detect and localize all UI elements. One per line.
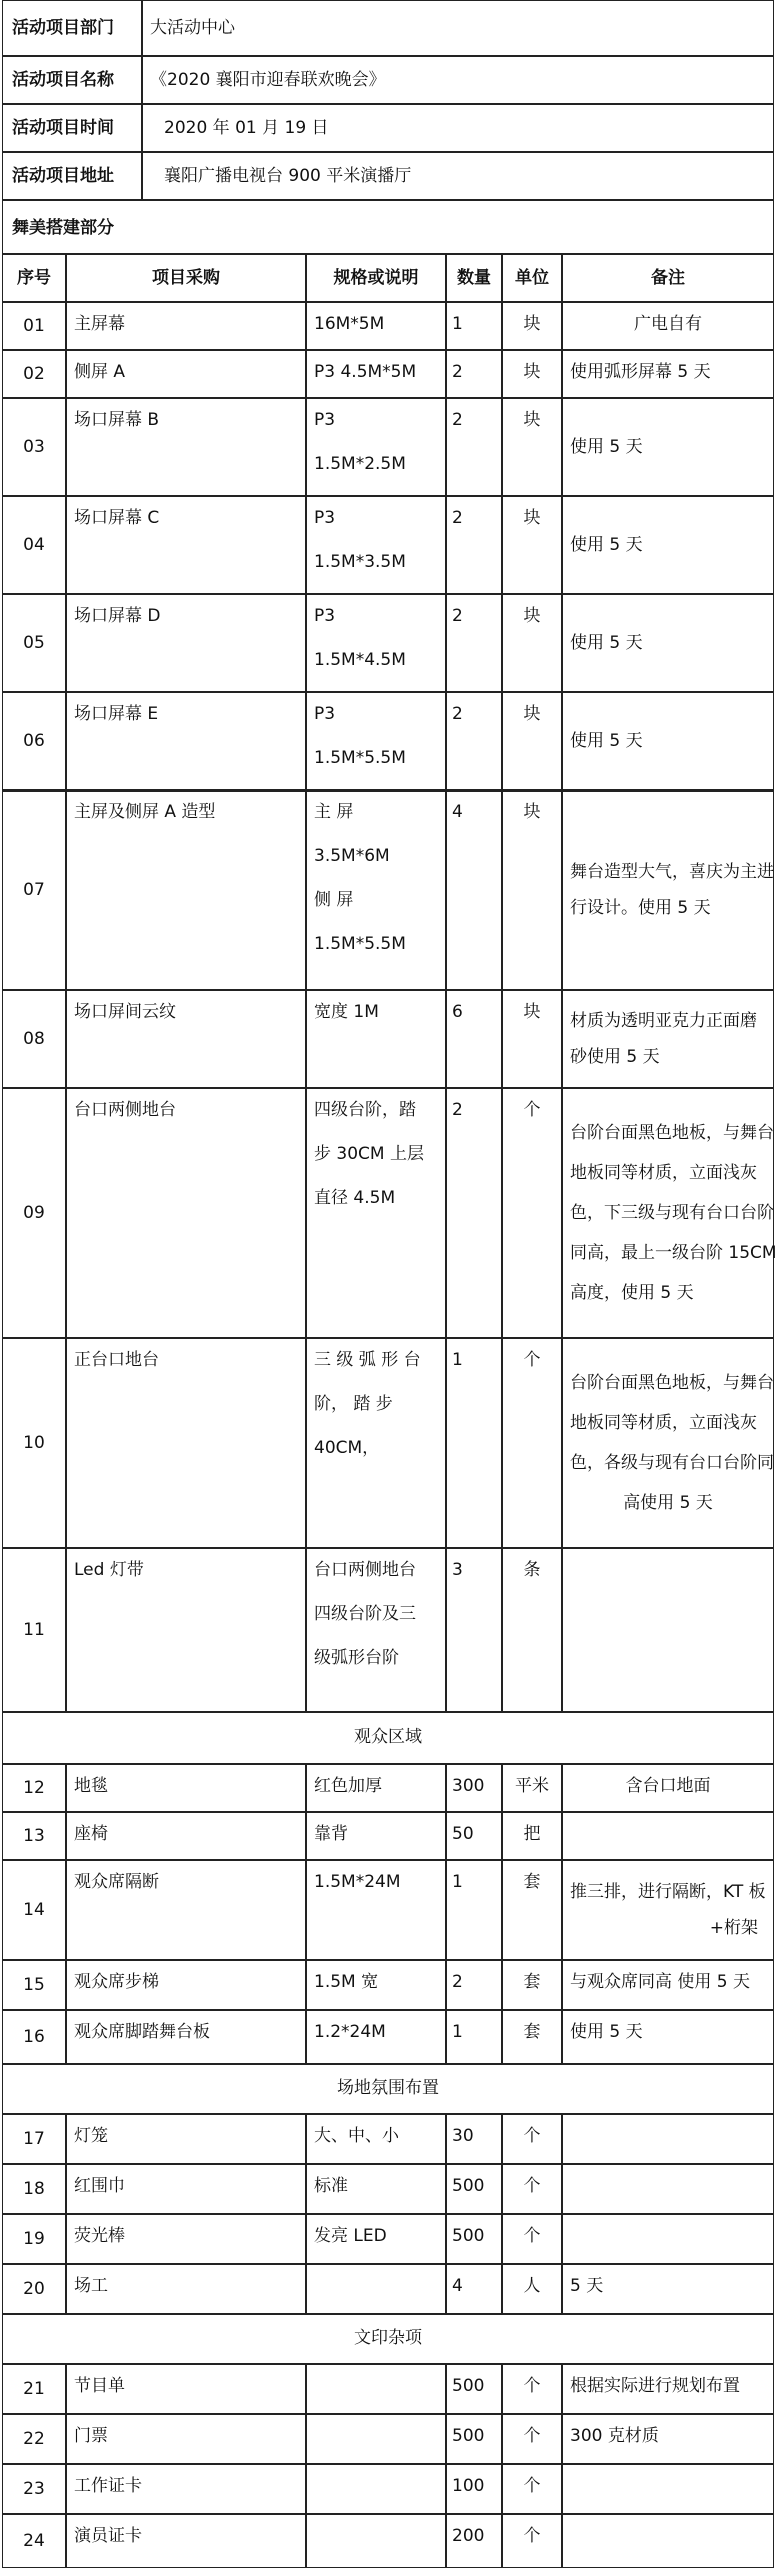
row-note: 使用 5 天 (570, 731, 643, 751)
row-qty: 2 (452, 410, 463, 430)
row-qty: 50 (452, 1824, 474, 1844)
row-note: 5 天 (570, 2276, 604, 2296)
row-unit: 块 (523, 704, 541, 724)
row-note: 行设计。使用 5 天 (570, 898, 711, 918)
row-spec: 40CM， (314, 1438, 380, 1458)
row-number: 08 (23, 1029, 45, 1049)
row-unit: 套 (523, 1972, 541, 1992)
row-item: 工作证卡 (74, 2476, 142, 2496)
row-spec: 步 30CM 上层 (314, 1144, 424, 1164)
row-spec: 红色加厚 (314, 1776, 382, 1796)
row-number: 01 (23, 316, 45, 336)
info-value: 《2020 襄阳市迎春联欢晚会》 (150, 70, 386, 90)
row-spec: 三 级 弧 形 台 (314, 1350, 421, 1370)
row-unit: 个 (523, 1350, 541, 1370)
row-spec: 发亮 LED (314, 2226, 387, 2246)
row-spec: 大、中、小 (314, 2126, 399, 2146)
row-note: 同高，最上一级台阶 15CM (570, 1243, 777, 1263)
row-item: 场口屏幕 E (74, 704, 159, 724)
table-row-cell (306, 2264, 446, 2314)
row-note: 地板同等材质，立面浅灰 (570, 1163, 757, 1183)
section-title-row (2, 200, 774, 254)
row-qty: 4 (452, 802, 463, 822)
row-spec: 四级台阶，踏 (314, 1100, 416, 1120)
table-row-cell (562, 990, 774, 1088)
row-spec: P3 (314, 606, 336, 626)
row-unit: 个 (523, 2176, 541, 2196)
row-item: 地毯 (74, 1776, 108, 1796)
table-row-cell (562, 1338, 774, 1548)
row-spec: P3 (314, 410, 336, 430)
row-note: 推三排，进行隔断，KT 板 (570, 1882, 766, 1902)
row-separator (2, 789, 774, 792)
row-unit: 块 (523, 508, 541, 528)
row-item: 荧光棒 (74, 2226, 125, 2246)
row-note: 地板同等材质，立面浅灰 (570, 1413, 757, 1433)
row-spec: 阶， 踏 步 (314, 1394, 393, 1414)
row-note: 与观众席同高 使用 5 天 (570, 1972, 751, 1992)
row-item: 演员证卡 (74, 2526, 142, 2546)
info-value-cell (142, 0, 774, 56)
info-value: 大活动中心 (150, 18, 235, 38)
row-spec: 侧 屏 (314, 890, 354, 910)
row-qty: 2 (452, 1100, 463, 1120)
info-value: 襄阳广播电视台 900 平米演播厅 (164, 166, 412, 186)
row-unit: 个 (523, 2476, 541, 2496)
info-value: 2020 年 01 月 19 日 (164, 118, 329, 138)
row-number: 07 (23, 880, 45, 900)
row-spec: 主 屏 (314, 802, 354, 822)
row-spec: 1.5M*24M (314, 1872, 401, 1892)
table-row-cell (562, 1812, 774, 1860)
row-number: 13 (23, 1826, 45, 1846)
row-note: 色，下三级与现有台口台阶 (570, 1203, 774, 1223)
row-item: 场口屏幕 D (74, 606, 161, 626)
row-qty: 1 (452, 2022, 463, 2042)
row-item: 主屏幕 (74, 314, 125, 334)
row-spec: 靠背 (314, 1824, 348, 1844)
row-item: Led 灯带 (74, 1560, 144, 1580)
row-number: 04 (23, 535, 45, 555)
row-spec: P3 (314, 704, 336, 724)
row-qty: 2 (452, 704, 463, 724)
row-note: 材质为透明亚克力正面磨 (570, 1011, 757, 1031)
row-unit: 个 (523, 2226, 541, 2246)
table-row-cell (306, 2514, 446, 2568)
column-header: 数量 (457, 268, 491, 288)
row-note: 舞台造型大气，喜庆为主进 (570, 862, 774, 882)
table-row-cell (562, 2114, 774, 2164)
row-item: 场口屏幕 B (74, 410, 160, 430)
row-number: 21 (23, 2379, 45, 2399)
row-note: 根据实际进行规划布置 (570, 2376, 740, 2396)
row-qty: 500 (452, 2226, 485, 2246)
row-unit: 条 (523, 1560, 541, 1580)
row-unit: 块 (523, 802, 541, 822)
row-spec: 1.5M*5.5M (314, 748, 406, 768)
table-row-cell (306, 2464, 446, 2514)
row-note: +桁架 (709, 1918, 758, 1938)
row-spec: 宽度 1M (314, 1002, 379, 1022)
row-number: 16 (23, 2027, 45, 2047)
row-spec: 16M*5M (314, 314, 385, 334)
row-qty: 500 (452, 2426, 485, 2446)
row-item: 场口屏幕 C (74, 508, 160, 528)
section-title: 舞美搭建部分 (12, 218, 114, 238)
row-note: 使用 5 天 (570, 633, 643, 653)
row-unit: 块 (523, 606, 541, 626)
row-qty: 2 (452, 606, 463, 626)
row-unit: 块 (523, 314, 541, 334)
row-qty: 500 (452, 2376, 485, 2396)
row-spec: 1.5M*2.5M (314, 454, 406, 474)
row-item: 座椅 (74, 1824, 108, 1844)
row-note: 使用 5 天 (570, 2022, 643, 2042)
info-label: 活动项目地址 (12, 166, 114, 186)
row-item: 主屏及侧屏 A 造型 (74, 802, 216, 822)
row-note: 使用 5 天 (570, 535, 643, 555)
row-unit: 个 (523, 2526, 541, 2546)
table-row-cell (306, 2364, 446, 2414)
row-note: 300 克材质 (570, 2426, 659, 2446)
row-unit: 把 (523, 1824, 541, 1844)
row-spec: 1.5M*4.5M (314, 650, 406, 670)
row-item: 节目单 (74, 2376, 125, 2396)
row-spec: 1.5M*3.5M (314, 552, 406, 572)
row-note: 高度，使用 5 天 (570, 1283, 694, 1303)
row-item: 侧屏 A (74, 362, 126, 382)
table-row-cell (562, 2214, 774, 2264)
row-spec: 1.2*24M (314, 2022, 386, 2042)
table-row-cell (562, 1548, 774, 1712)
row-number: 06 (23, 731, 45, 751)
row-note: 广电自有 (634, 314, 702, 334)
info-label: 活动项目时间 (12, 118, 114, 138)
row-spec: P3 4.5M*5M (314, 362, 417, 382)
table-row-cell (306, 2414, 446, 2464)
row-note: 含台口地面 (625, 1776, 711, 1796)
row-number: 14 (23, 1900, 45, 1920)
row-spec: 直径 4.5M (314, 1188, 396, 1208)
row-note: 色，各级与现有台口台阶同 (570, 1453, 774, 1473)
section-audience-title: 观众区域 (354, 1727, 422, 1747)
section-print-title: 文印杂项 (354, 2328, 422, 2348)
row-number: 22 (23, 2429, 45, 2449)
row-item: 台口两侧地台 (74, 1100, 176, 1120)
row-unit: 块 (523, 1002, 541, 1022)
table-row-cell (562, 1860, 774, 1960)
row-note: 使用 5 天 (570, 437, 643, 457)
row-spec: P3 (314, 508, 336, 528)
row-unit: 套 (523, 1872, 541, 1892)
row-qty: 2 (452, 508, 463, 528)
row-unit: 人 (523, 2276, 541, 2296)
row-note: 台阶台面黑色地板，与舞台 (570, 1123, 774, 1143)
row-number: 15 (23, 1975, 45, 1995)
row-number: 05 (23, 633, 45, 653)
row-number: 09 (23, 1203, 45, 1223)
table-row-cell (66, 1088, 306, 1338)
row-spec: 标准 (314, 2176, 348, 2196)
row-note: 砂使用 5 天 (570, 1047, 660, 1067)
row-note: 高使用 5 天 (623, 1493, 713, 1513)
row-number: 18 (23, 2179, 45, 2199)
row-unit: 个 (523, 1100, 541, 1120)
row-qty: 100 (452, 2476, 485, 2496)
table-row-cell (562, 2464, 774, 2514)
row-number: 23 (23, 2479, 45, 2499)
row-unit: 个 (523, 2426, 541, 2446)
row-spec: 1.5M 宽 (314, 1972, 379, 1992)
row-qty: 3 (452, 1560, 463, 1580)
table-row-cell (562, 790, 774, 990)
row-spec: 1.5M*5.5M (314, 934, 406, 954)
column-header: 序号 (17, 268, 51, 288)
row-item: 场工 (74, 2276, 108, 2296)
column-header: 项目采购 (152, 268, 220, 288)
row-qty: 2 (452, 1972, 463, 1992)
row-item: 正台口地台 (74, 1350, 159, 1370)
row-number: 11 (23, 1620, 45, 1640)
row-qty: 300 (452, 1776, 485, 1796)
section-atmos-title: 场地氛围布置 (337, 2078, 439, 2098)
row-unit: 个 (523, 2376, 541, 2396)
row-item: 门票 (74, 2426, 108, 2446)
row-unit: 套 (523, 2022, 541, 2042)
table-row-cell (562, 2164, 774, 2214)
row-spec: 台口两侧地台 (314, 1560, 416, 1580)
row-item: 灯笼 (74, 2126, 108, 2146)
row-item: 观众席脚踏舞台板 (74, 2022, 210, 2042)
row-qty: 1 (452, 1350, 463, 1370)
row-unit: 平米 (515, 1776, 549, 1796)
row-number: 10 (23, 1433, 45, 1453)
row-qty: 6 (452, 1002, 463, 1022)
info-label: 活动项目名称 (12, 70, 114, 90)
row-number: 19 (23, 2229, 45, 2249)
table-row-cell (306, 1088, 446, 1338)
column-header: 单位 (515, 268, 549, 288)
row-qty: 30 (452, 2126, 474, 2146)
row-unit: 块 (523, 410, 541, 430)
row-item: 观众席步梯 (74, 1972, 159, 1992)
row-unit: 块 (523, 362, 541, 382)
row-number: 12 (23, 1778, 45, 1798)
table-row-cell (446, 1088, 502, 1338)
row-qty: 2 (452, 362, 463, 382)
row-qty: 1 (452, 1872, 463, 1892)
row-qty: 4 (452, 2276, 463, 2296)
row-item: 场口屏间云纹 (74, 1002, 176, 1022)
row-spec: 级弧形台阶 (314, 1648, 399, 1668)
column-header: 备注 (651, 268, 685, 288)
row-number: 03 (23, 437, 45, 457)
row-qty: 200 (452, 2526, 485, 2546)
row-number: 20 (23, 2279, 45, 2299)
row-qty: 500 (452, 2176, 485, 2196)
row-spec: 3.5M*6M (314, 846, 390, 866)
row-unit: 个 (523, 2126, 541, 2146)
row-note: 使用弧形屏幕 5 天 (570, 362, 711, 382)
row-number: 17 (23, 2129, 45, 2149)
row-number: 02 (23, 364, 45, 384)
row-item: 观众席隔断 (74, 1872, 159, 1892)
row-spec: 四级台阶及三 (314, 1604, 416, 1624)
row-number: 24 (23, 2531, 45, 2551)
info-label: 活动项目部门 (12, 18, 114, 38)
row-note: 台阶台面黑色地板，与舞台 (570, 1373, 774, 1393)
table-row-cell (562, 2514, 774, 2568)
table-row-cell (502, 1088, 562, 1338)
row-item: 红围巾 (74, 2176, 125, 2196)
column-header: 规格或说明 (333, 268, 419, 288)
row-qty: 1 (452, 314, 463, 334)
